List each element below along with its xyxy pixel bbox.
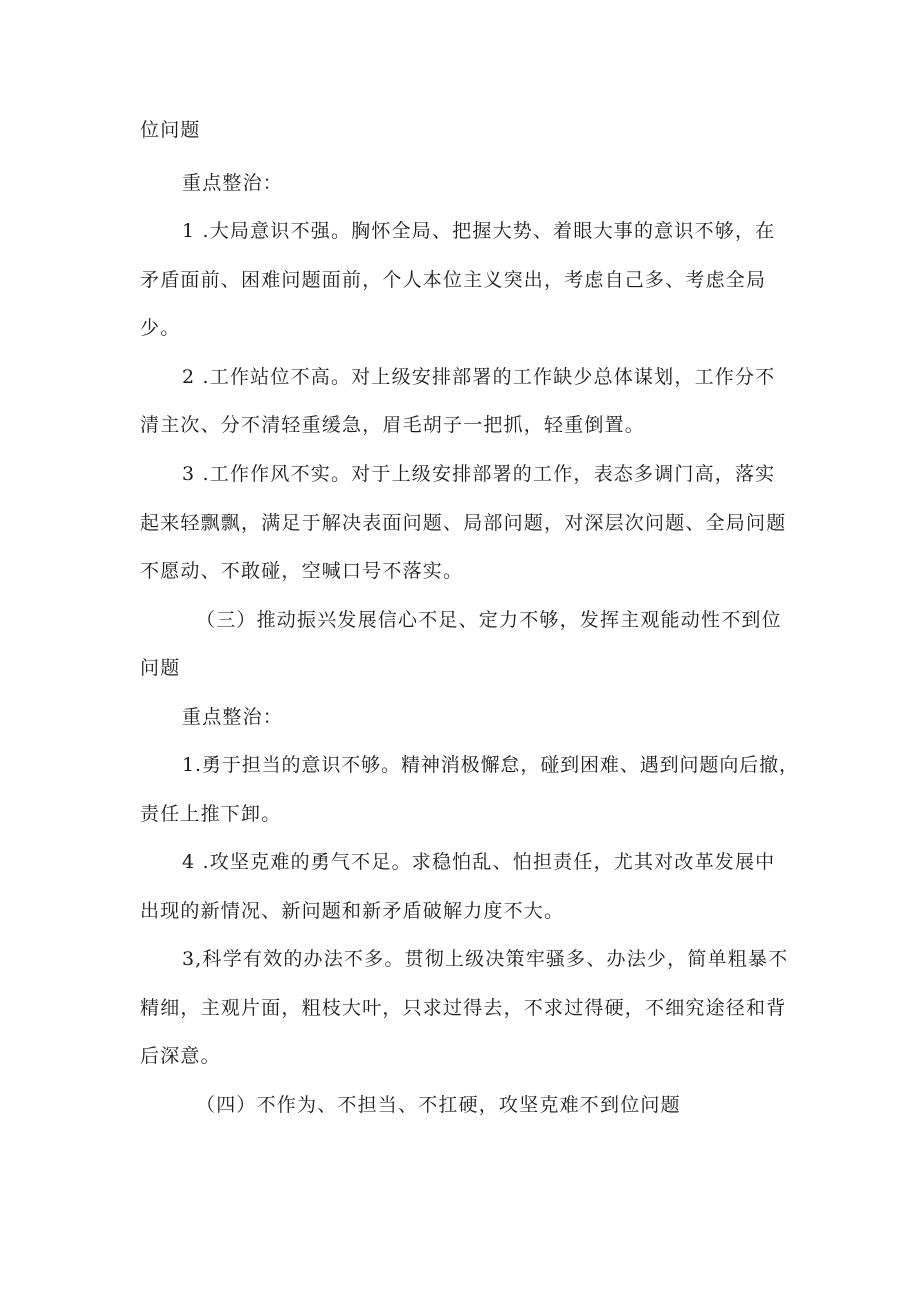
text-line: 清主次、分不清轻重缓急，眉毛胡子一把抓，轻重倒置。 bbox=[140, 414, 646, 436]
text-line: 矛盾面前、困难问题面前，个人本位主义突出，考虑自己多、考虑全局 bbox=[140, 269, 767, 291]
text-line-item-1: 1 .大局意识不强。胸怀全局、把握大势、着眼大事的意识不够，在 bbox=[182, 220, 776, 242]
text-line-continuation: 位问题 bbox=[140, 119, 201, 141]
text-line-item-2: 2 .工作站位不高。对上级安排部署的工作缺少总体谋划，工作分不 bbox=[182, 366, 776, 388]
text-line-item-3: 3 .工作作风不实。对于上级安排部署的工作，表态多调门高，落实 bbox=[182, 463, 776, 485]
section-heading-4: （四）不作为、不担当、不扛硬，攻坚克难不到位问题 bbox=[196, 1094, 681, 1116]
section-heading-3: （三）推动振兴发展信心不足、定力不够，发挥主观能动性不到位 bbox=[196, 609, 782, 631]
section-heading-focus: 重点整治： bbox=[182, 706, 284, 728]
text-line-item-3: 3,科学有效的办法不多。贯彻上级决策牢骚多、办法少，简单粗暴不 bbox=[182, 948, 789, 970]
text-line: 责任上推下卸。 bbox=[140, 803, 282, 825]
text-line: 少。 bbox=[140, 317, 181, 339]
text-line: 后深意。 bbox=[140, 1045, 221, 1067]
text-line: 不愿动、不敢碰，空喊口号不落实。 bbox=[140, 560, 464, 582]
section-heading-focus: 重点整治： bbox=[182, 172, 284, 194]
text-line-item-1: 1.勇于担当的意识不够。精神消极懈怠，碰到困难、遇到问题向后撤， bbox=[182, 754, 799, 776]
text-line-item-4: 4 .攻坚克难的勇气不足。求稳怕乱、怕担责任，尤其对改革发展中 bbox=[182, 851, 776, 873]
text-line: 问题 bbox=[140, 657, 181, 679]
text-line: 起来轻飘飘，满足于解决表面问题、局部问题，对深层次问题、全局问题 bbox=[140, 512, 787, 534]
text-line: 精细，主观片面，粗枝大叶，只求过得去，不求过得硬，不细究途径和背 bbox=[140, 997, 787, 1019]
text-line: 出现的新情况、新问题和新矛盾破解力度不大。 bbox=[140, 900, 565, 922]
